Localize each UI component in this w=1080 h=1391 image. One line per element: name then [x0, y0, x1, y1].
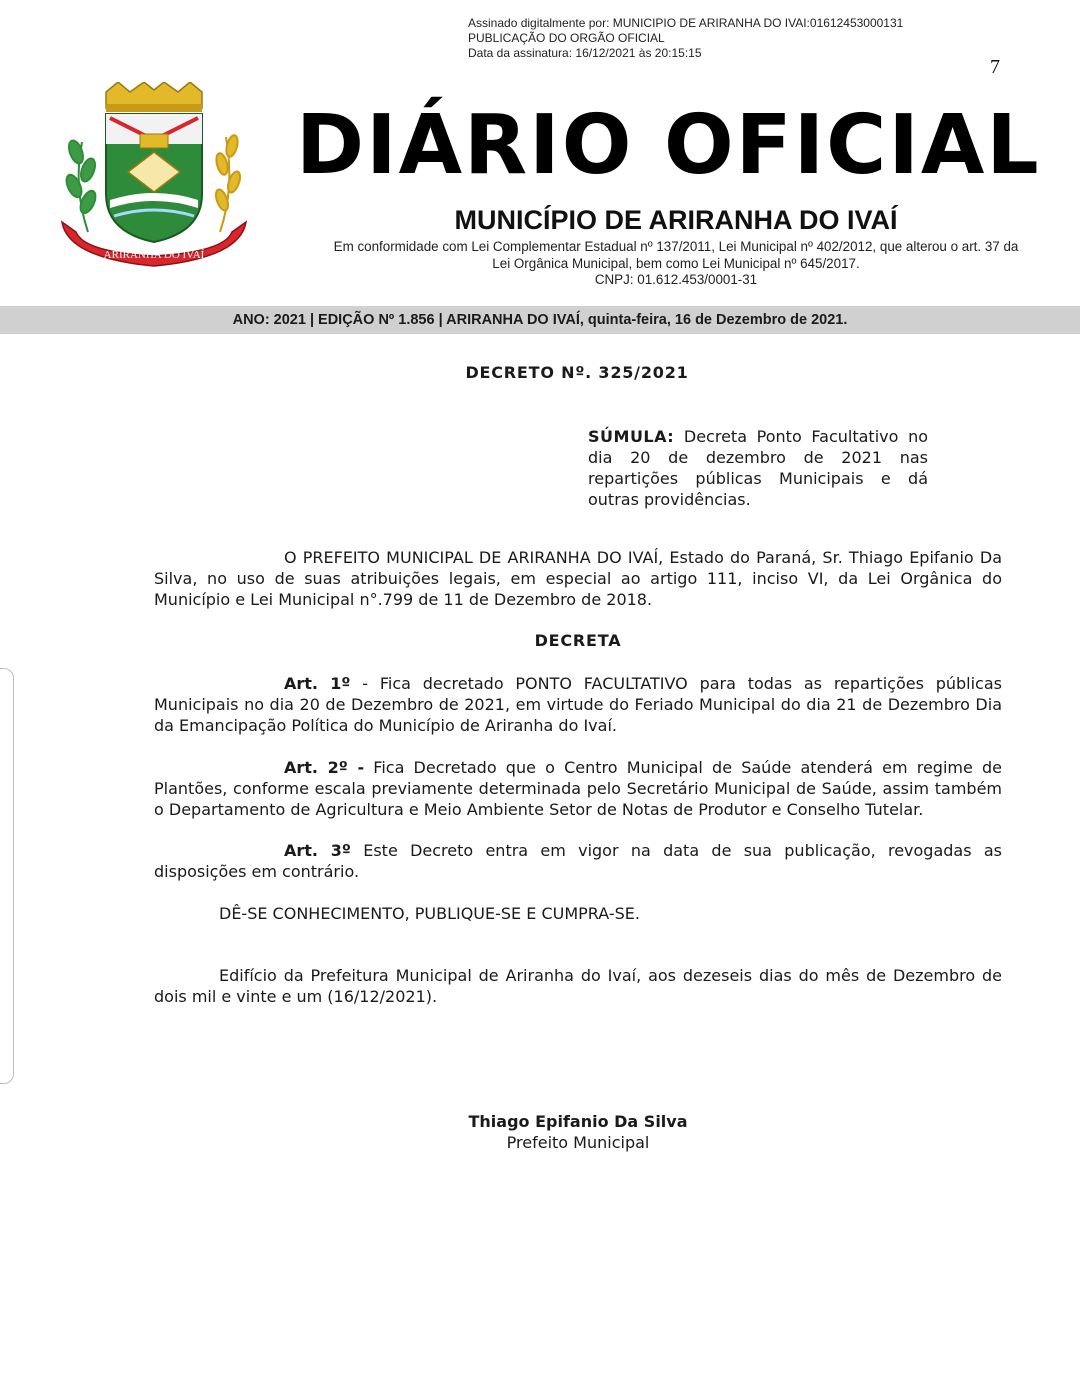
signature-area: [154, 1111, 1002, 1153]
signer-title: Prefeito Municipal: [506, 1133, 650, 1152]
article-2-label: Art. 2º -: [284, 758, 365, 777]
article-1-text: - Fica decretado PONTO FACULTATIVO para todas as repartições públicas Municipais no dia 20 de Dezembro de 2021, em virtude do Feriado Municipal do dia 21 de Dezembro Dia da Emancipação Política do Município de Ariranha do Ivaí.: [154, 674, 1002, 735]
signer-name: Thiago Epifanio Da Silva: [468, 1112, 688, 1131]
side-edge-handle[interactable]: [0, 668, 14, 1084]
conformity-line-1: Em conformidade com Lei Complementar Estadual nº 137/2011, Lei Municipal nº 402/2012, que alterou o art. 37 da: [333, 239, 1019, 254]
signature-line-publication: PUBLICAÇÃO DO ORGÃO OFICIAL: [468, 31, 665, 45]
place-and-date: Edifício da Prefeitura Municipal de Ariranha do Ivaí, aos dezeseis dias do mês de Dezembro de dois mil e vinte e um (16/12/2021).: [154, 966, 1002, 1006]
page-number: 7: [990, 56, 1000, 78]
signature-line-date: Data da assinatura: 16/12/2021 às 20:15:15: [468, 46, 702, 60]
masthead-title: DIÁRIO OFICIAL: [296, 98, 1041, 193]
article-3-text: Este Decreto entra em vigor na data de sua publicação, revogadas as disposições em contrário.: [154, 841, 1002, 881]
article-1-label: Art. 1º: [284, 674, 351, 693]
sumula-label: SÚMULA:: [588, 427, 675, 446]
article-1: [154, 673, 1002, 736]
sumula-text: Decreta Ponto Facultativo no dia 20 de dezembro de 2021 nas repartições públicas Municipais e dá outras providências.: [588, 427, 929, 509]
coat-of-arms-banner-text: ARIRANHA DO IVAÍ: [103, 249, 205, 261]
edition-bar: ANO: 2021 | EDIÇÃO Nº 1.856 | ARIRANHA DO IVAÍ, quinta-feira, 16 de Dezembro de 2021.: [0, 306, 1080, 334]
closing-formula: DÊ-SE CONHECIMENTO, PUBLIQUE-SE E CUMPRA-SE.: [219, 904, 640, 923]
conformity-line-2: Lei Orgânica Municipal, bem como Lei Municipal nº 645/2017.: [492, 255, 860, 271]
sumula: [588, 426, 928, 510]
article-3: [154, 840, 1002, 882]
decree-title: DECRETO Nº. 325/2021: [465, 363, 689, 382]
preamble-paragraph: O PREFEITO MUNICIPAL DE ARIRANHA DO IVAÍ, Estado do Paraná, Sr. Thiago Epifanio Da Silva, no uso de suas atribuições legais, em especial ao artigo 111, inciso VI, da Lei Orgânica do Município e Lei Municipal n°.799 de 11 de Dezembro de 2018.: [154, 548, 1002, 609]
decreta-heading: DECRETA: [534, 631, 622, 650]
digital-signature-block: [468, 16, 903, 61]
legal-conformity-note: [300, 239, 1052, 289]
signature-line-signer: Assinado digitalmente por: MUNICIPIO DE ARIRANHA DO IVAI:01612453000131: [468, 16, 904, 30]
coat-of-arms-icon: [48, 82, 260, 274]
municipality-name: MUNICÍPIO DE ARIRANHA DO IVAÍ: [454, 205, 898, 235]
article-3-label: Art. 3º: [284, 841, 351, 860]
article-2-text: Fica Decretado que o Centro Municipal de Saúde atenderá em regime de Plantões, conforme escala previamente determinada pelo Secretário Municipal de Saúde, assim também o Departamento de Agricultura e Meio Ambiente Setor de Notas de Produtor e Conselho Tutelar.: [154, 758, 1003, 819]
article-2: [154, 757, 1002, 820]
cnpj: CNPJ: 01.612.453/0001-31: [594, 272, 758, 287]
